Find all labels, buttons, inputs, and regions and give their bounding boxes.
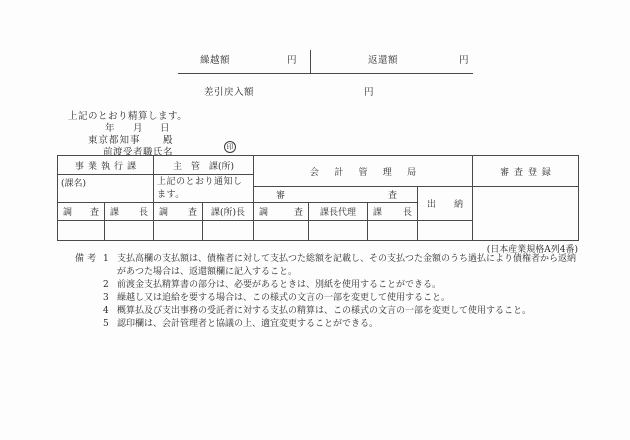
examination-cell [253,186,417,202]
declaration-text: 上記のとおり精算します。 [68,111,188,122]
examination-left: 審 [276,191,286,201]
seal-mark-icon: 印 [224,141,236,153]
amount-table-rule [178,73,473,74]
label-char: 査 [89,208,99,218]
section-name-cell: (課名) [58,174,153,202]
date-year-label: 年 [105,123,116,134]
approval-stamp-table [57,155,579,241]
remark-text: 認印欄は、会計管理者と協議の上、適宜変更することができる。 [117,318,379,329]
audit-registration-stamp-area [472,186,578,240]
remark-text: 前渡金支払精算書の部分は、必要があるときは、別紙を使用することができる。 [117,279,442,290]
stamp-box [417,220,472,240]
label-char: 査 [293,208,303,218]
stamp-label-kachoudairi: 課長代理 [308,202,367,220]
label-char: 長 [402,208,412,218]
remark-item-5 [103,318,578,331]
stamp-box [253,220,308,240]
remark-item-1 [103,253,578,279]
stamp-label-kachou-1 [104,202,153,220]
label-char: 長 [138,208,148,218]
signer-label: 前渡受者職氏名 [103,147,174,158]
remark-number: 3 [103,292,109,303]
remark-item-3 [103,292,578,305]
label-char: 調 [159,208,169,218]
remark-text: 概算払及び支出事務の受託者に対する支払の精算は、この様式の文言の一部を変更して使用すること。 [117,305,532,316]
examination-right: 査 [387,191,397,201]
disbursement-cell [417,186,472,220]
stamp-label-chousa-1 [58,202,104,220]
carryover-amount-label: 繰越額 [200,55,231,66]
refund-yen-unit: 円 [459,55,470,66]
stamp-label-kashochou: 課(所)長 [202,202,253,220]
label-char: 課 [110,208,120,218]
stamp-label-chousa-3 [253,202,308,220]
remark-number: 1 [103,254,109,264]
stamp-box [367,220,417,240]
carryover-yen-unit: 円 [287,55,298,66]
label-char: 調 [259,208,269,218]
stamp-label-kachou-2 [367,202,417,220]
remark-item-2 [103,279,578,292]
remark-number: 4 [103,305,109,316]
remark-number: 2 [103,279,109,290]
date-day-label: 日 [160,123,171,134]
date-month-label: 月 [133,123,144,134]
accounting-bureau-header: 会計管理局 [253,156,472,186]
stamp-box [58,220,104,240]
stamp-box [308,220,367,240]
exec-section-header: 事業執行課 [74,161,141,172]
disbursement-left: 出 [427,200,437,210]
label-char: 調 [63,208,73,218]
net-refund-label: 差引戻入額 [204,87,255,98]
main-section-header: 主 管 課(所) [153,156,253,174]
remark-text: 繰越し又は追給を要する場合は、この様式の文言の一部を変更して使用すること。 [117,292,451,303]
paper-standard-note: (日本産業規格A列4番) [486,245,578,255]
refund-amount-label: 返還額 [368,55,399,66]
net-refund-yen-unit: 円 [364,87,375,98]
stamp-box [202,220,253,240]
disbursement-right: 納 [453,200,463,210]
remark-item-4 [103,305,578,318]
remarks-title: 備考 [75,254,100,264]
remark-text: 支払高欄の支払額は、債権者に対して支払つた総額を記載し、その支払つた金額のうち過払により債権者から返納があつた場合は、返還額欄に記入すること。 [117,254,577,277]
remarks-section [75,253,578,330]
audit-registration-header: 審査登録 [472,156,578,186]
label-char: 課 [373,208,383,218]
remark-number: 5 [103,318,109,329]
honorific-label: 殿 [163,135,174,146]
label-char: 査 [187,208,197,218]
amount-table-divider [310,50,311,73]
addressee-label: 東京都知事 [88,135,141,146]
stamp-box [153,220,202,240]
stamp-box [104,220,153,240]
stamp-label-chousa-2 [153,202,202,220]
notice-cell: 上記のとおり通知します。 [153,174,253,202]
